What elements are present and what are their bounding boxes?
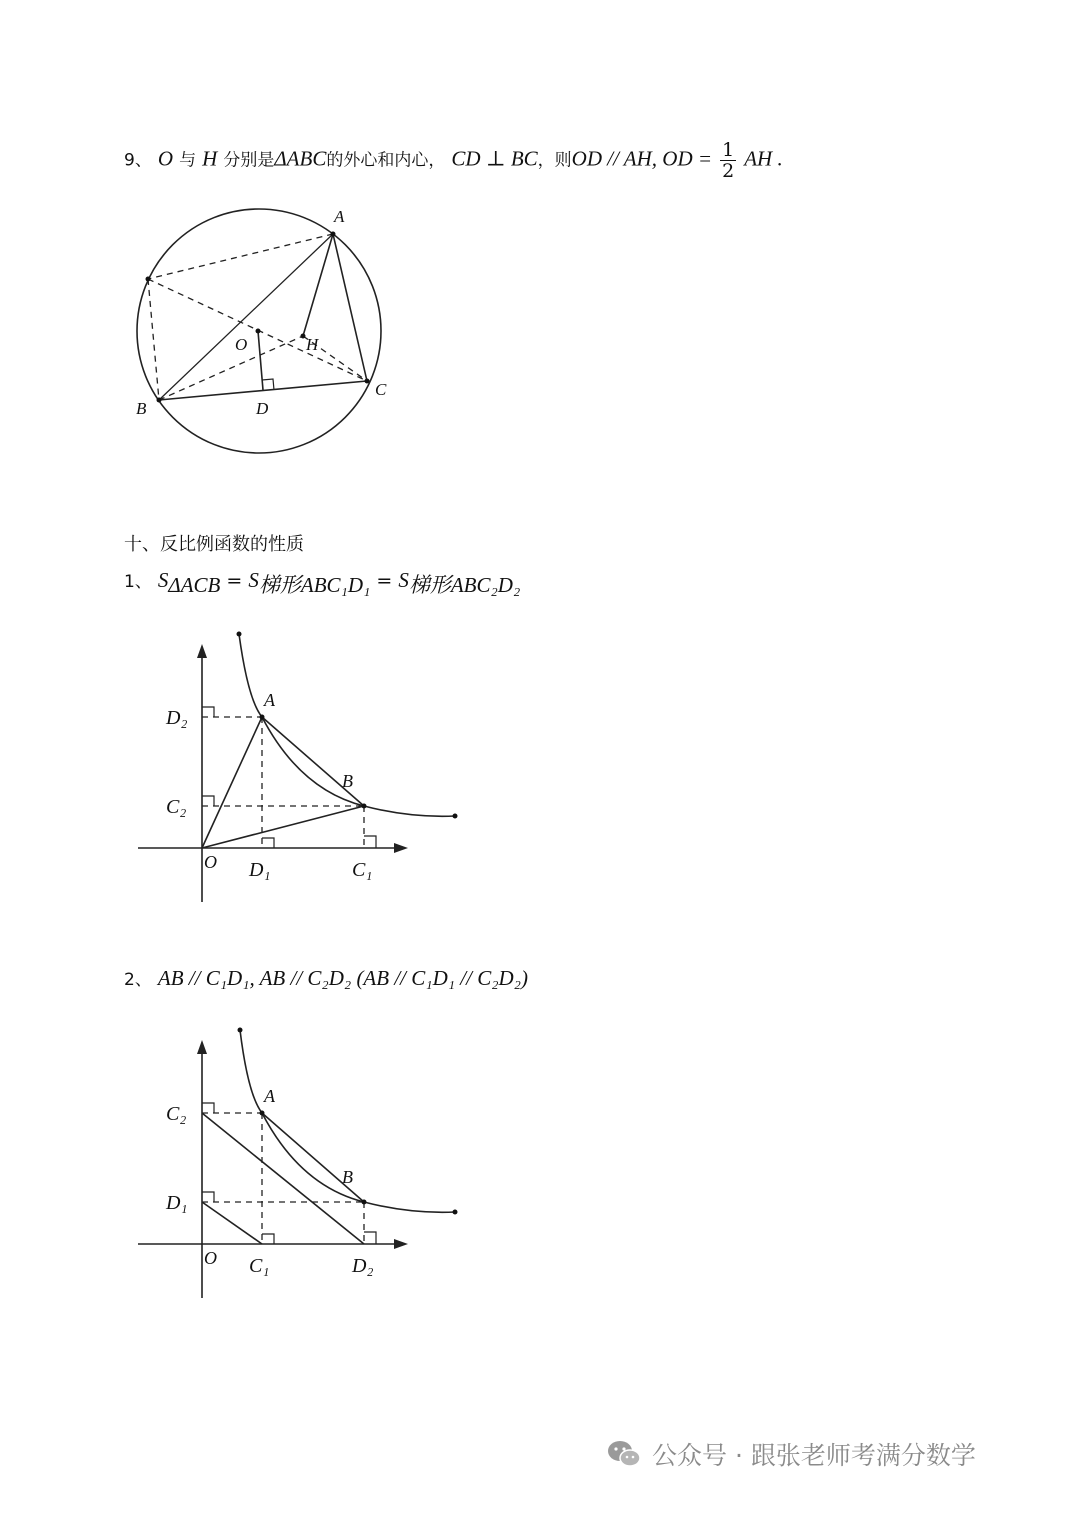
item9-relation: OD // AH, OD = <box>571 146 713 171</box>
item9-text4: ，则 <box>537 150 572 171</box>
label-C2-f3: C₂ <box>166 1103 187 1125</box>
label-C1-f3: C₁ <box>249 1255 270 1277</box>
label-A2: A <box>264 690 275 710</box>
label-C: C <box>375 380 387 399</box>
label-D2-f3: D₂ <box>352 1255 374 1277</box>
label-C2-f2: C₂ <box>166 796 187 818</box>
right-angle-D2-3 <box>364 1232 376 1244</box>
label-H: H <box>306 335 319 354</box>
item9-H: H <box>202 146 218 171</box>
label-B3: B <box>342 1167 353 1187</box>
fraction-numerator: 1 <box>722 139 735 161</box>
curve-end-right-3 <box>453 1210 458 1215</box>
right-angle-C2-3 <box>202 1103 214 1113</box>
curve-end-top-3 <box>238 1028 243 1033</box>
point-B3 <box>362 1200 367 1205</box>
footer-text: 公众号 · 跟张老师考满分数学 <box>652 1441 976 1470</box>
point-A3 <box>260 1111 265 1116</box>
label-O: O <box>235 335 248 354</box>
prop1-sub1: ΔACB <box>168 572 221 597</box>
item9-perp: CD ⊥ BC <box>451 146 538 171</box>
prop2-number: 2、 <box>124 970 152 990</box>
segment-D1C1 <box>202 1202 262 1244</box>
label-C1-f2: C₁ <box>352 859 373 881</box>
prop1-sub2: 梯形ABC₁D₁ <box>258 572 371 597</box>
item9-triangle: ΔABC <box>274 146 327 171</box>
prop1-eq2: = <box>376 570 393 592</box>
prop1-number: 1、 <box>124 572 152 592</box>
fraction-denominator: 2 <box>722 160 735 182</box>
section-heading: 十、反比例函数的性质 <box>124 534 304 555</box>
label-A: A <box>334 207 345 226</box>
item9-tail: AH . <box>744 146 783 171</box>
prop1-S1: S <box>157 568 169 592</box>
label-B: B <box>136 399 147 418</box>
prop1-S3: S <box>398 568 409 592</box>
footer-watermark <box>606 1434 976 1474</box>
item9-text1: 与 <box>179 150 197 171</box>
prop1-sub3: 梯形ABC₂D₂ <box>408 572 521 597</box>
label-D: D <box>256 399 269 418</box>
segment-C2D2 <box>202 1113 364 1244</box>
item9-O: O <box>157 146 174 171</box>
y-arrow-3 <box>197 1040 207 1054</box>
label-O3: O <box>204 1248 217 1268</box>
prop1-eq1: = <box>226 570 243 592</box>
label-B2: B <box>342 771 353 791</box>
item9-text2: 分别是 <box>223 150 275 171</box>
x-arrow-3 <box>394 1239 408 1249</box>
label-A3: A <box>264 1086 275 1106</box>
item9-number: 9、 <box>124 150 152 171</box>
label-D1-f3: D₁ <box>166 1192 188 1214</box>
segment-AB-3 <box>262 1113 364 1202</box>
right-angle-C1-3 <box>262 1234 274 1244</box>
label-D1-f2: D₁ <box>249 859 271 881</box>
label-O2: O <box>204 852 217 872</box>
item9-text3: 的外心和内心， <box>326 150 446 171</box>
right-angle-D1-3 <box>202 1192 214 1202</box>
prop1-S2: S <box>248 568 259 592</box>
prop2-text: AB // C₁D₁, AB // C₂D₂ (AB // C₁D₁ // C₂D₂) <box>157 966 528 990</box>
wechat-icon <box>606 1439 642 1469</box>
label-D2-f2: D₂ <box>166 707 188 729</box>
